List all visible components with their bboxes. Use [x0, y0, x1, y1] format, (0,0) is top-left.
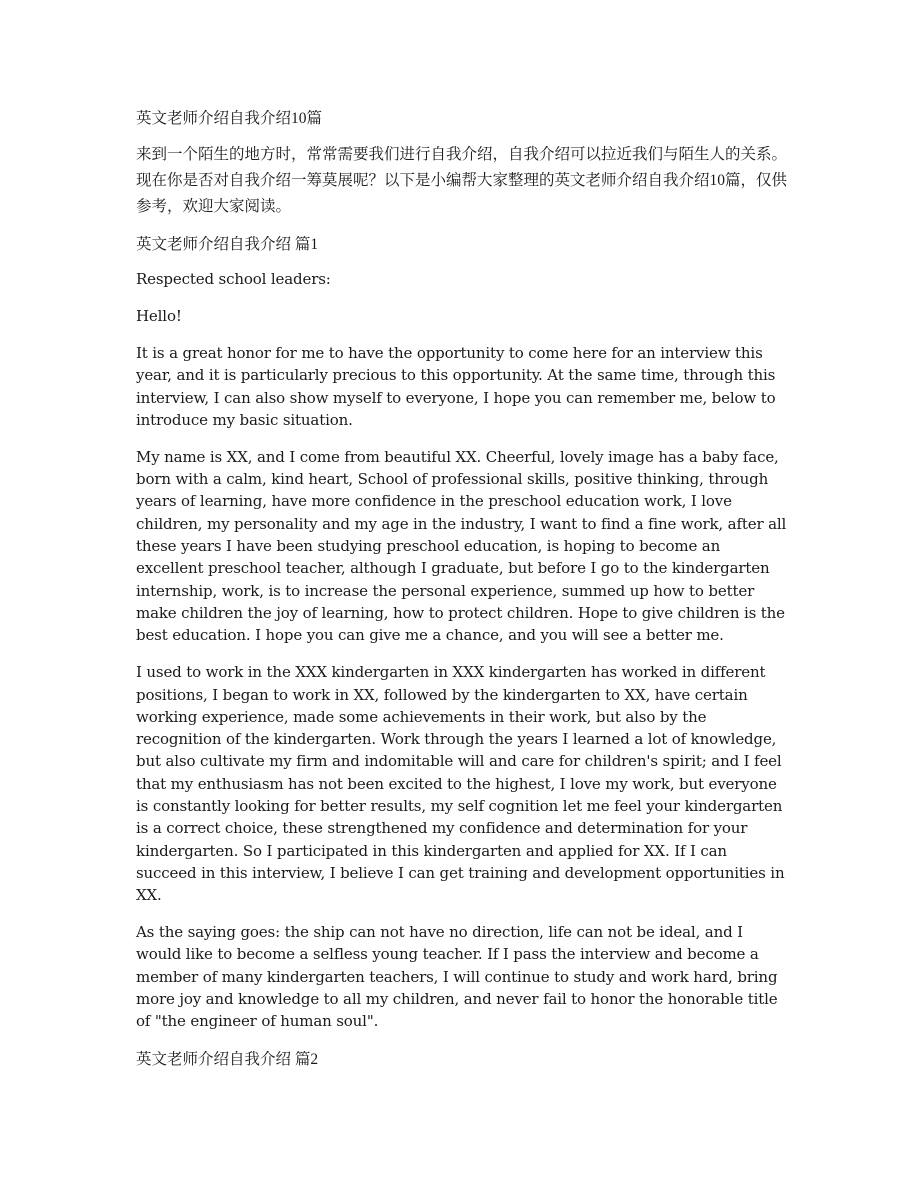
body-paragraph: My name is XX, and I come from beautiful XX. Cheerful, lovely image has a baby face, born with a calm, kind heart, School of professional skills, positive thinking, through years of learning, have more confidence in the preschool education work, I love children, my personality and my age in the industry, I want to find a fine work, after all these years I have been studying preschool education, is hoping to become an excellent preschool teacher, although I graduate, but before I go to the kindergarten internship, work, is to increase the personal experience, summed up how to better make children the joy of learning, how to protect children. Hope to give children is the best education. I hope you can give me a chance, and you will see a better me. — [136, 447, 787, 645]
section-heading-2: 英文老师介绍自我介绍 篇2 — [136, 1051, 319, 1069]
section-heading-1: 英文老师介绍自我介绍 篇1 — [136, 236, 319, 253]
greeting: Hello! — [136, 306, 182, 325]
body-paragraph: As the saying goes: the ship can not have no direction, life can not be ideal, and I would like to become a selfless young teacher. If I pass the interview and become a member of many kindergarten teachers, I will continue to study and work hard, bring more joy and knowledge to all my children, and never fail to honor the honorable title of "the engineer of human soul". — [136, 923, 778, 1031]
body-paragraph: It is a great honor for me to have the opportunity to come here for an interview this year, and it is particularly precious to this opportunity. At the same time, through this interview, I can also show myself to everyone, I hope you can remember me, below to introduce my basic situation. — [136, 343, 776, 429]
document-title: 英文老师介绍自我介绍10篇 — [136, 110, 323, 127]
salutation: Respected school leaders: — [136, 270, 331, 288]
body-paragraph: I used to work in the XXX kindergarten in XXX kindergarten has worked in different positions, I began to work in XX, followed by the kindergarten to XX, have certain working experience, made some achievements in their work, but also by the recognition of the kindergarten. Work through the years I learned a lot of knowledge, but also cultivate my firm and indomitable will and care for children's spirit; and I feel that my enthusiasm has not been excited to the highest, I love my work, but everyone is constantly looking for better results, my self cognition let me feel your kindergarten is a correct choice, these strengthened my confidence and determination for your kindergarten. So I participated in this kindergarten and applied for XX. If I can succeed in this interview, I believe I can get training and development opportunities in XX. — [136, 663, 785, 905]
intro-paragraph: 来到一个陌生的地方时，常常需要我们进行自我介绍，自我介绍可以拉近我们与陌生人的关系。现在你是否对自我介绍一筹莫展呢？以下是小编帮大家整理的英文老师介绍自我介绍10篇，仅供参考，欢迎大家阅读。 — [136, 146, 788, 215]
